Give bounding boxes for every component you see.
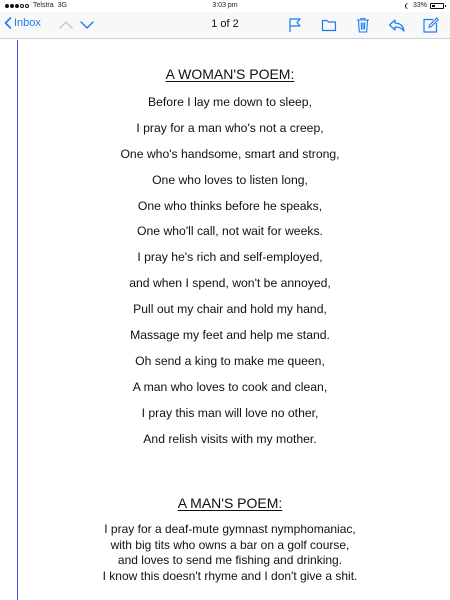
poem-line: One who's handsome, smart and strong, — [120, 146, 340, 161]
message-position: 1 of 2 — [211, 18, 239, 30]
status-bar — [0, 0, 450, 12]
trash-icon — [356, 17, 370, 33]
network-type: 3G — [57, 2, 67, 9]
mans-poem-title: A MAN'S POEM: — [177, 495, 283, 511]
poem-line: One who thinks before he speaks, — [137, 198, 323, 213]
womans-poem — [0, 94, 450, 456]
poem-line: Oh send a king to make me queen, — [135, 353, 325, 368]
carrier-name: Telstra — [33, 2, 54, 9]
poem-line: I pray this man will love no other, — [141, 405, 319, 420]
poem-line: A man who loves to cook and clean, — [132, 379, 328, 394]
status-time: 3:03 pm — [212, 2, 238, 9]
battery-fill — [432, 5, 435, 7]
poem-line: Massage my feet and help me stand. — [130, 328, 330, 343]
poem-line: I pray for a deaf-mute gymnast nymphomaniac, — [104, 522, 356, 536]
battery-icon — [430, 3, 444, 9]
poem-line: I know this doesn't rhyme and I don't give a shit. — [102, 568, 358, 583]
move-to-folder-button[interactable] — [320, 16, 338, 34]
flag-icon — [288, 17, 302, 33]
compose-icon — [422, 17, 439, 34]
battery-status — [404, 2, 444, 9]
delete-button[interactable] — [354, 16, 372, 34]
mail-toolbar — [0, 12, 450, 39]
folder-icon — [321, 18, 337, 32]
poem-line: with big tits who owns a bar on a golf course, — [110, 537, 350, 552]
poem-line: and when I spend, won't be annoyed, — [129, 276, 331, 291]
back-button-label: Inbox — [14, 17, 41, 29]
poem-line: One who'll call, not wait for weeks. — [137, 224, 323, 239]
poem-line: Before I lay me down to sleep, — [148, 95, 312, 109]
mans-poem-title-wrap — [0, 495, 450, 513]
reply-icon — [388, 18, 405, 32]
compose-button[interactable] — [421, 16, 439, 34]
poem-line: I pray for a man who's not a creep, — [136, 120, 324, 135]
moon-icon — [406, 3, 412, 9]
mans-poem — [0, 522, 450, 584]
poem-line: and loves to send me fishing and drinking. — [117, 553, 343, 568]
poem-line: One who loves to listen long, — [152, 172, 308, 187]
womans-poem-title-wrap — [0, 66, 450, 84]
reply-button[interactable] — [387, 16, 405, 34]
battery-percent: 33% — [412, 2, 427, 9]
poem-line: I pray he's rich and self-employed, — [137, 250, 323, 265]
poem-line: Pull out my chair and hold my hand, — [133, 302, 327, 317]
poem-line: And relish visits with my mother. — [143, 431, 317, 446]
womans-poem-title: A WOMAN'S POEM: — [165, 66, 295, 82]
flag-button[interactable] — [286, 16, 304, 34]
